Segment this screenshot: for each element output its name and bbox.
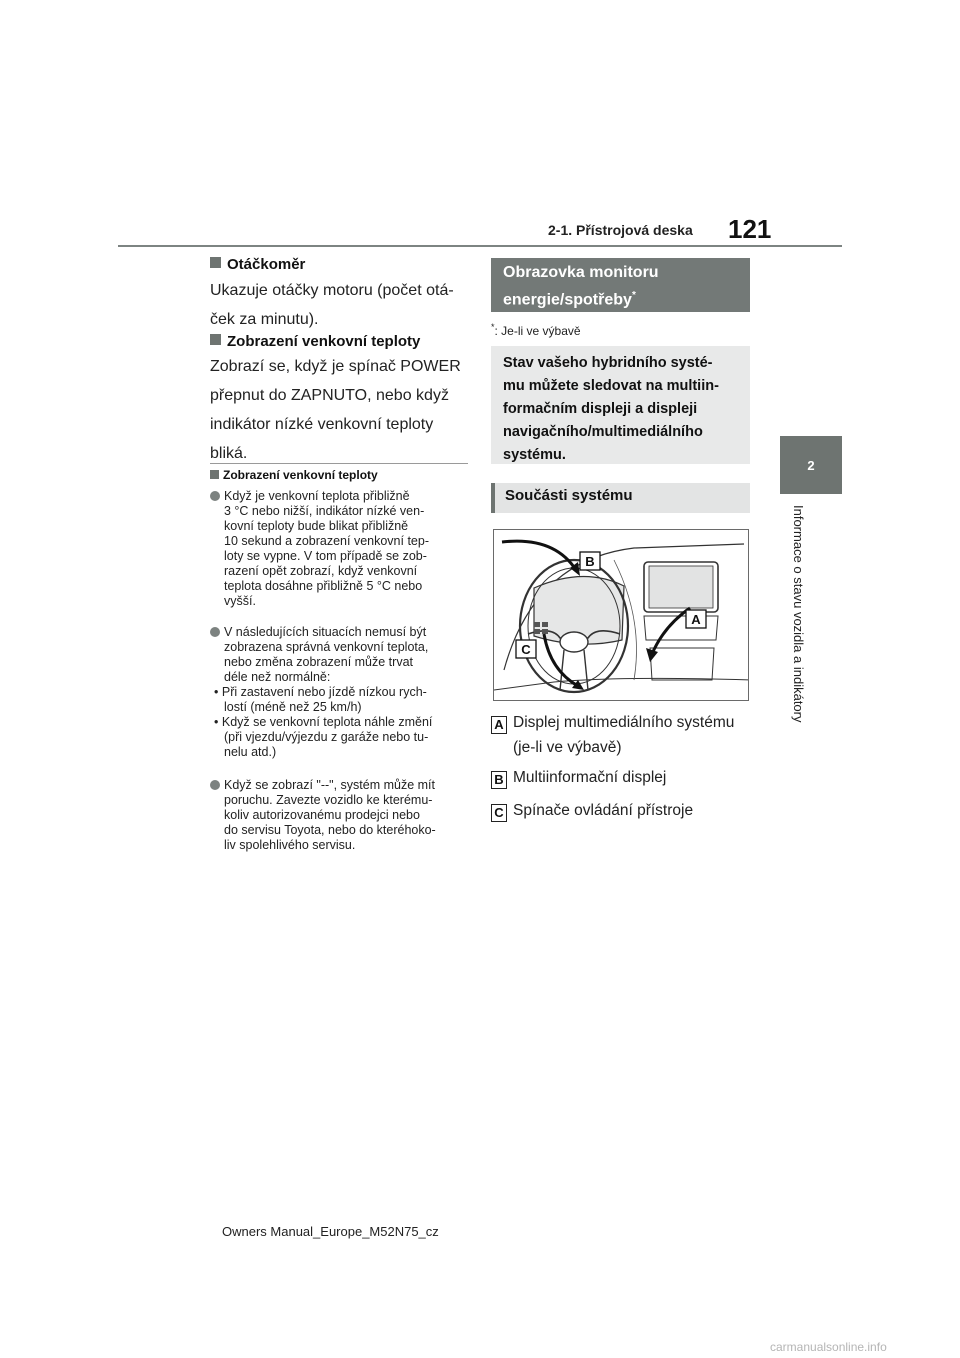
tacho-heading: Otáčkoměr	[210, 256, 305, 273]
watermark: carmanualsonline.info	[770, 1340, 887, 1354]
note-2-bullet-2: • Když se venkovní teplota náhle změní	[214, 715, 433, 729]
dashboard-drawing	[494, 530, 749, 701]
square-bullet-icon	[210, 257, 221, 268]
page-number: 121	[728, 214, 772, 244]
notes-heading: Zobrazení venkovní teploty	[210, 468, 378, 482]
figure-label-b: B	[585, 554, 595, 569]
chapter-title: Informace o stavu vozidla a indikátory	[791, 505, 806, 723]
chapter-number: 2	[807, 457, 815, 473]
temp-heading: Zobrazení venkovní teploty	[210, 333, 420, 350]
temp-text: Zobrazí se, když je spínač POWER přepnut do ZAPNUTO, nebo když indikátor nízké venkovní teploty bliká.	[210, 358, 461, 462]
note-3: Když se zobrazí "--", systém může mít poruchu. Zavezte vozidlo ke kterému- koliv autorizovanému prodejci nebo do servisu Toyota, nebo do kteréhoko- liv spolehlivého servisu.	[210, 778, 472, 853]
dashboard-illustration	[493, 529, 749, 701]
legend-a-cont: (je-li ve výbavě)	[513, 739, 622, 756]
note-2: V následujících situacích nemusí být zobrazena správná venkovní teplota, nebo změna zobrazení může trvat déle než normálně: • Při zastavení nebo jízdě nízkou rych- lostí (méně než 25 km/h) • Když se venkovní teplota náhle změní (při vjezdu/výjezdu z garáže nebo tu- nelu atd.)	[210, 625, 472, 760]
square-bullet-icon	[210, 470, 219, 479]
note-1: Když je venkovní teplota přibližně 3 °C nebo nižší, indikátor nízké ven- kovní teploty bude blikat přibližně 10 sekund a zobrazení venkovní tep- loty se vypne. V tom případě se zob- razení opět zobrazí, když venkovní teplota dosáhne přibližně 5 °C nebo vyšší.	[210, 489, 472, 609]
notes-divider	[210, 463, 468, 464]
section-title: 2-1. Přístrojová deska	[548, 222, 693, 238]
legend-c: C Spínače ovládání přístroje	[491, 802, 693, 822]
footnote: *: Je-li ve výbavě	[491, 322, 581, 338]
note-2-bullet-1: • Při zastavení nebo jízdě nízkou rych-	[214, 685, 427, 699]
legend-b: B Multiinformační displej	[491, 769, 666, 789]
header-rule	[118, 245, 842, 247]
round-bullet-icon	[210, 780, 220, 790]
footer-text: Owners Manual_Europe_M52N75_cz	[222, 1224, 439, 1239]
round-bullet-icon	[210, 491, 220, 501]
tacho-text: Ukazuje otáčky motoru (počet otá- ček za minutu).	[210, 282, 454, 328]
legend-a: A Displej multimediálního systému	[491, 714, 734, 734]
square-bullet-icon	[210, 334, 221, 345]
energy-monitor-title: Obrazovka monitoru energie/spotřeby*	[491, 258, 750, 312]
figure-label-c: C	[521, 642, 531, 657]
chapter-tab	[780, 436, 842, 494]
system-parts-heading: Součásti systému	[491, 483, 750, 513]
figure-label-a: A	[691, 612, 701, 627]
summary-box: Stav vašeho hybridního systé- mu můžete sledovat na multiin- formačním displeji a displeji navigačního/multimediálního systému.	[491, 346, 750, 464]
round-bullet-icon	[210, 627, 220, 637]
